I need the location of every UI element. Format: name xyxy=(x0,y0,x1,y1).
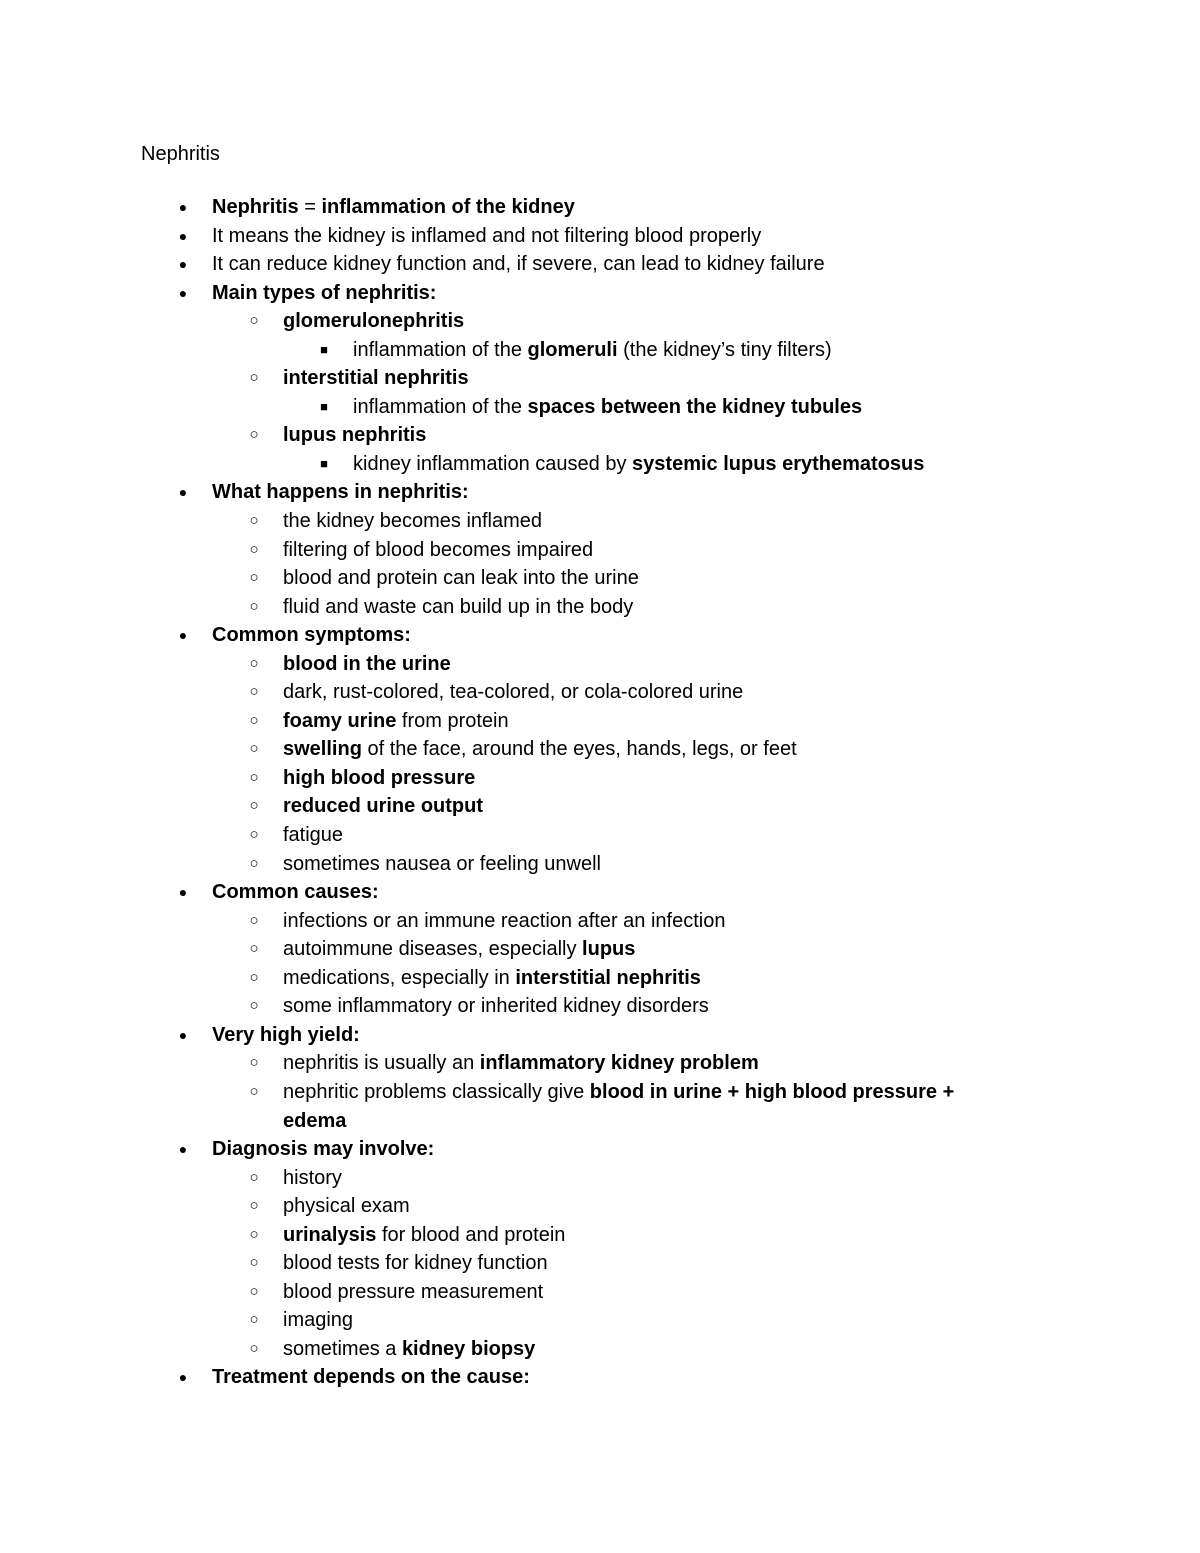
list-item-text xyxy=(353,393,862,422)
text-run: filtering of blood becomes impaired xyxy=(283,538,594,561)
list-item xyxy=(0,907,1200,936)
list-item-text xyxy=(283,1049,759,1078)
bullet-dot-icon: ● xyxy=(178,1026,188,1043)
list-item-text xyxy=(212,621,411,650)
list-item-text xyxy=(283,507,542,536)
list-item xyxy=(0,821,1200,850)
list-item xyxy=(0,307,1200,336)
bold-text: blood in urine + high blood pressure + edema xyxy=(283,1080,955,1132)
text-run: kidney inflammation caused by xyxy=(353,452,633,475)
list-item xyxy=(0,279,1200,308)
list-item xyxy=(0,1192,1200,1221)
list-item-text xyxy=(283,678,743,707)
bullet-circle-icon: ○ xyxy=(249,997,259,1015)
text-run: fatigue xyxy=(283,824,344,847)
bullet-dot-icon: ● xyxy=(178,1369,188,1386)
list-item-text xyxy=(212,878,379,907)
bold-text: urinalysis xyxy=(283,1223,377,1246)
text-run: blood and protein can leak into the urine xyxy=(283,567,639,590)
bullet-dot-icon: ● xyxy=(178,884,188,901)
list-item-text xyxy=(212,193,575,222)
bullet-dot-icon: ● xyxy=(178,256,188,273)
list-item-text xyxy=(283,1192,410,1221)
list-item-text xyxy=(283,307,464,336)
list-item xyxy=(0,850,1200,879)
list-item-text xyxy=(283,850,601,879)
list-item xyxy=(0,450,1200,479)
bullet-circle-icon: ○ xyxy=(249,711,259,729)
text-run: imaging xyxy=(283,1309,354,1332)
page-title: Nephritis xyxy=(141,143,220,165)
bold-text: lupus xyxy=(582,938,636,961)
list-item xyxy=(0,707,1200,736)
list-item xyxy=(0,193,1200,222)
list-item xyxy=(0,1164,1200,1193)
bullet-circle-icon: ○ xyxy=(249,683,259,701)
list-item-text xyxy=(212,1135,434,1164)
bold-text: high blood pressure xyxy=(283,766,476,789)
list-item-text xyxy=(212,250,825,279)
bullet-dot-icon: ● xyxy=(178,199,188,215)
text-run: inflammation of the xyxy=(353,395,528,418)
list-item-text xyxy=(283,1078,1023,1135)
bullet-dot-icon: ● xyxy=(178,1141,188,1158)
bullet-circle-icon: ○ xyxy=(249,369,259,387)
list-item xyxy=(0,1335,1200,1364)
bold-text: Common causes: xyxy=(212,881,379,904)
list-item xyxy=(0,421,1200,450)
list-item xyxy=(0,222,1200,251)
list-item xyxy=(0,735,1200,764)
bold-text: Very high yield: xyxy=(212,1023,360,1046)
list-item xyxy=(0,364,1200,393)
list-item xyxy=(0,593,1200,622)
list-item xyxy=(0,992,1200,1021)
list-item-text xyxy=(283,421,426,450)
bold-text: swelling xyxy=(283,738,362,761)
bullet-circle-icon: ○ xyxy=(249,1054,259,1072)
bold-text: Diagnosis may involve: xyxy=(212,1138,435,1161)
bullet-circle-icon: ○ xyxy=(249,768,259,786)
list-item-text xyxy=(353,450,924,479)
bullet-square-icon: ■ xyxy=(320,455,328,471)
list-item xyxy=(0,1306,1200,1335)
list-item-text xyxy=(212,279,436,308)
bold-text: Treatment depends on the cause: xyxy=(212,1366,530,1389)
list-item-text xyxy=(212,478,469,507)
text-run: medications, especially in xyxy=(283,966,516,989)
text-run: It means the kidney is inflamed and not filtering blood properly xyxy=(212,224,762,247)
list-item xyxy=(0,1135,1200,1164)
bullet-circle-icon: ○ xyxy=(249,569,259,587)
list-item xyxy=(0,1049,1200,1078)
list-item xyxy=(0,1221,1200,1250)
bullet-circle-icon: ○ xyxy=(249,911,259,929)
bullet-circle-icon: ○ xyxy=(249,1282,259,1300)
list-item-text xyxy=(283,593,633,622)
bullet-circle-icon: ○ xyxy=(249,1225,259,1243)
list-item-text xyxy=(283,992,709,1021)
list-item-text xyxy=(283,1335,535,1364)
bullet-square-icon: ■ xyxy=(320,341,328,357)
bold-text: reduced urine output xyxy=(283,795,483,818)
text-run: some inflammatory or inherited kidney disorders xyxy=(283,995,709,1018)
bullet-dot-icon: ● xyxy=(178,484,188,501)
list-item-text xyxy=(212,1363,530,1392)
bullet-circle-icon: ○ xyxy=(249,1197,259,1215)
bullet-dot-icon: ● xyxy=(178,284,188,301)
list-item-text xyxy=(283,1306,353,1335)
bullet-circle-icon: ○ xyxy=(249,1168,259,1186)
bold-text: lupus nephritis xyxy=(283,424,427,447)
bullet-list xyxy=(0,193,1200,1392)
text-run: the kidney becomes inflamed xyxy=(283,510,543,533)
bold-text: kidney biopsy xyxy=(401,1337,536,1360)
bullet-square-icon: ■ xyxy=(320,398,328,414)
list-item xyxy=(0,336,1200,365)
bold-text: glomerulonephritis xyxy=(283,310,465,333)
bullet-circle-icon: ○ xyxy=(249,597,259,615)
bold-text: interstitial nephritis xyxy=(515,966,701,989)
bullet-circle-icon: ○ xyxy=(249,1311,259,1329)
bullet-circle-icon: ○ xyxy=(249,426,259,444)
list-item xyxy=(0,478,1200,507)
bullet-circle-icon: ○ xyxy=(249,797,259,815)
list-item-text xyxy=(353,336,832,365)
bullet-circle-icon: ○ xyxy=(249,654,259,672)
list-item-text xyxy=(283,907,725,936)
list-item xyxy=(0,564,1200,593)
text-run: autoimmune diseases, especially xyxy=(283,938,583,961)
list-item xyxy=(0,1249,1200,1278)
bullet-circle-icon: ○ xyxy=(249,940,259,958)
list-item-text xyxy=(283,964,701,993)
text-run: fluid and waste can build up in the body xyxy=(283,595,634,618)
list-item-text xyxy=(283,1164,342,1193)
list-item-text xyxy=(283,821,343,850)
text-run: dark, rust-colored, tea-colored, or cola-colored urine xyxy=(283,681,744,704)
list-item-text xyxy=(283,935,635,964)
list-item-text xyxy=(212,222,761,251)
text-run: blood tests for kidney function xyxy=(283,1252,548,1275)
bullet-circle-icon: ○ xyxy=(249,1339,259,1357)
list-item-text xyxy=(283,1249,548,1278)
list-item-text xyxy=(283,707,509,736)
list-item xyxy=(0,536,1200,565)
list-item xyxy=(0,650,1200,679)
bullet-dot-icon: ● xyxy=(178,227,188,244)
text-run: from protein xyxy=(396,709,509,732)
list-item xyxy=(0,250,1200,279)
list-item xyxy=(0,1278,1200,1307)
list-item xyxy=(0,935,1200,964)
list-item-text xyxy=(283,1278,543,1307)
list-item-text xyxy=(283,650,451,679)
text-run: sometimes nausea or feeling unwell xyxy=(283,852,601,875)
bullet-circle-icon: ○ xyxy=(249,968,259,986)
text-run: blood pressure measurement xyxy=(283,1280,544,1303)
bullet-circle-icon: ○ xyxy=(249,540,259,558)
list-item xyxy=(0,621,1200,650)
list-item-text xyxy=(283,1221,565,1250)
bold-text: spaces between the kidney tubules xyxy=(527,395,863,418)
bold-text: glomeruli xyxy=(527,338,618,361)
text-run: for blood and protein xyxy=(376,1223,566,1246)
text-run: sometimes a xyxy=(283,1337,402,1360)
list-item xyxy=(0,1078,1200,1135)
list-item xyxy=(0,878,1200,907)
bold-text: inflammation of the kidney xyxy=(321,196,575,218)
list-item xyxy=(0,678,1200,707)
bold-text: blood in the urine xyxy=(283,652,451,675)
list-item xyxy=(0,792,1200,821)
list-item-text xyxy=(283,764,475,793)
text-run: nephritic problems classically give xyxy=(283,1080,590,1103)
bold-text: foamy urine xyxy=(283,709,397,732)
bold-text: Common symptoms: xyxy=(212,624,411,647)
bullet-dot-icon: ● xyxy=(178,627,188,644)
bold-text: interstitial nephritis xyxy=(283,367,469,390)
bullet-circle-icon: ○ xyxy=(249,1254,259,1272)
bullet-circle-icon: ○ xyxy=(249,854,259,872)
list-item-text xyxy=(283,792,483,821)
text-run: (the kidney’s tiny filters) xyxy=(617,338,832,361)
text-run: It can reduce kidney function and, if severe, can lead to kidney failure xyxy=(212,253,825,276)
text-run: history xyxy=(283,1166,342,1189)
bullet-circle-icon: ○ xyxy=(249,1082,259,1100)
bullet-circle-icon: ○ xyxy=(249,312,259,330)
text-run: physical exam xyxy=(283,1195,410,1218)
bullet-circle-icon: ○ xyxy=(249,826,259,844)
bold-text: systemic lupus erythematosus xyxy=(632,452,925,475)
list-item xyxy=(0,1363,1200,1392)
bold-text: inflammatory kidney problem xyxy=(479,1052,759,1075)
list-item xyxy=(0,393,1200,422)
list-item xyxy=(0,964,1200,993)
bold-text: Nephritis xyxy=(212,196,299,218)
list-item xyxy=(0,1021,1200,1050)
list-item-text xyxy=(283,564,639,593)
bullet-circle-icon: ○ xyxy=(249,512,259,530)
bold-text: Main types of nephritis: xyxy=(212,281,437,304)
list-item-text xyxy=(283,735,797,764)
text-run: nephritis is usually an xyxy=(283,1052,480,1075)
list-item-text xyxy=(283,536,593,565)
text-run: of the face, around the eyes, hands, legs, or feet xyxy=(361,738,797,761)
list-item xyxy=(0,764,1200,793)
bold-text: What happens in nephritis: xyxy=(212,481,469,504)
list-item-text xyxy=(283,364,469,393)
text-run: = xyxy=(298,196,322,218)
text-run: infections or an immune reaction after an infection xyxy=(283,909,726,932)
list-item-text xyxy=(212,1021,360,1050)
bullet-circle-icon: ○ xyxy=(249,740,259,758)
list-item xyxy=(0,507,1200,536)
text-run: inflammation of the xyxy=(353,338,528,361)
